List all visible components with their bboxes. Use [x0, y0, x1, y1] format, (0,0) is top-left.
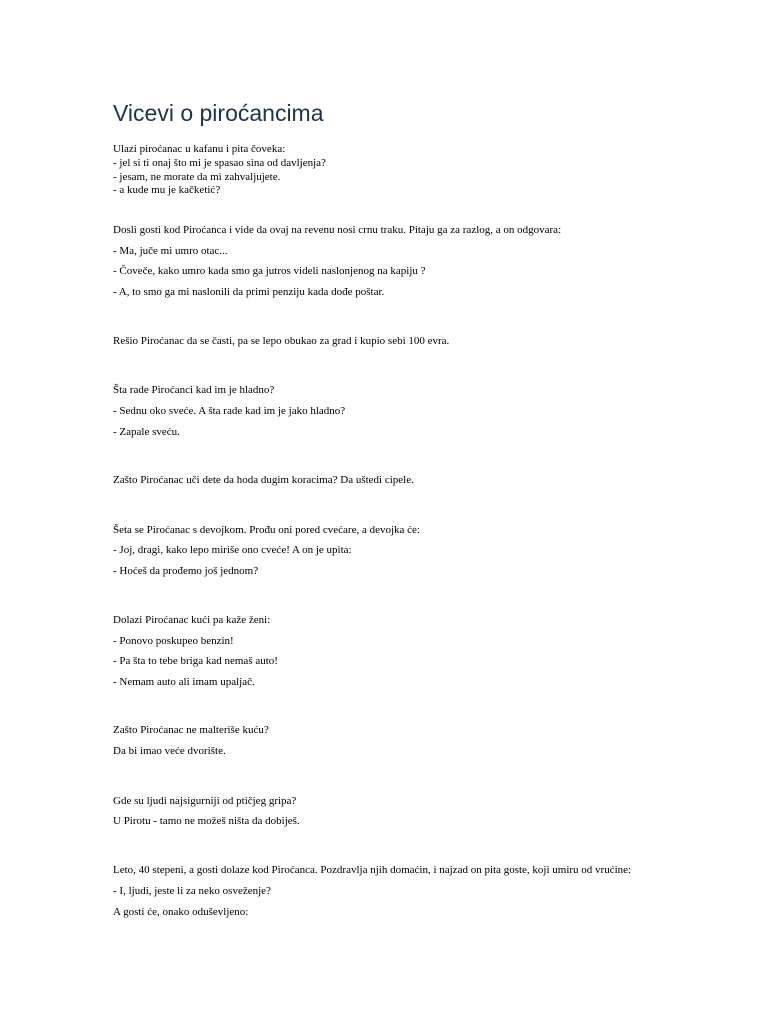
text-line: Ulazi piroćanac u kafanu i pita čoveka:: [113, 143, 286, 155]
text-line: - Pa šta to tebe briga kad nemaš auto!: [113, 655, 278, 667]
text-line: Šeta se Piroćanac s devojkom. Prođu oni pored cvećare, a devojka će:: [113, 524, 420, 536]
text-line: Dolazi Piroćanac kući pa kaže ženi:: [113, 614, 271, 626]
text-line: Šta rade Piroćanci kad im je hladno?: [113, 384, 275, 396]
text-line: Zašto Piroćanac ne malteriše kuću?: [113, 724, 269, 736]
text-line: - Joj, dragi, kako lepo miriše ono cveće! A on je upita:: [113, 544, 352, 556]
text-line: - jesam, ne morate da mi zahvaljujete.: [113, 171, 281, 183]
text-line: Rešio Piroćanac da se časti, pa se lepo obukao za grad i kupio sebi 100 evra.: [113, 335, 450, 347]
text-line: - Sednu oko sveće. A šta rade kad im je jako hladno?: [113, 405, 346, 417]
text-line: Leto, 40 stepeni, a gosti dolaze kod Piroćanca. Pozdravlja njih domaćin, i najzad on pita goste, koji umiru od vrućine:: [113, 864, 632, 876]
page-title: Vicevi o piroćancima: [113, 100, 324, 126]
text-line: - I, ljudi, jeste li za neko osveženje?: [113, 885, 271, 897]
text-line: U Pirotu - tamo ne možeš ništa da dobiješ.: [113, 815, 300, 827]
text-line: - Ma, juče mi umro otac...: [113, 245, 228, 257]
text-line: Dosli gosti kod Piroćanca i vide da ovaj na revenu nosi crnu traku. Pitaju ga za razlog, a on odgovara:: [113, 224, 562, 236]
text-line: Zašto Piroćanac uči dete da hoda dugim koracima? Da uštedi cipele.: [113, 474, 414, 486]
text-line: A gosti će, onako oduševljeno:: [113, 906, 249, 918]
text-line: - Nemam auto ali imam upaljač.: [113, 676, 255, 688]
text-line: Da bi imao veće dvorište.: [113, 745, 226, 757]
text-line: - a kude mu je kačketić?: [113, 184, 221, 196]
text-line: - Ponovo poskupeo benzin!: [113, 635, 234, 647]
text-line: Gde su ljudi najsigurniji od ptičjeg gripa?: [113, 795, 297, 807]
text-line: - Hoćeš da prođemo još jednom?: [113, 565, 259, 577]
text-line: - Zapale sveću.: [113, 426, 180, 438]
text-line: - jel si ti onaj što mi je spasao sina od davljenja?: [113, 157, 326, 169]
text-line: - Čoveče, kako umro kada smo ga jutros videli naslonjenog na kapiju ?: [113, 265, 426, 277]
text-line: - A, to smo ga mi naslonili da primi penziju kada dođe poštar.: [113, 286, 385, 298]
